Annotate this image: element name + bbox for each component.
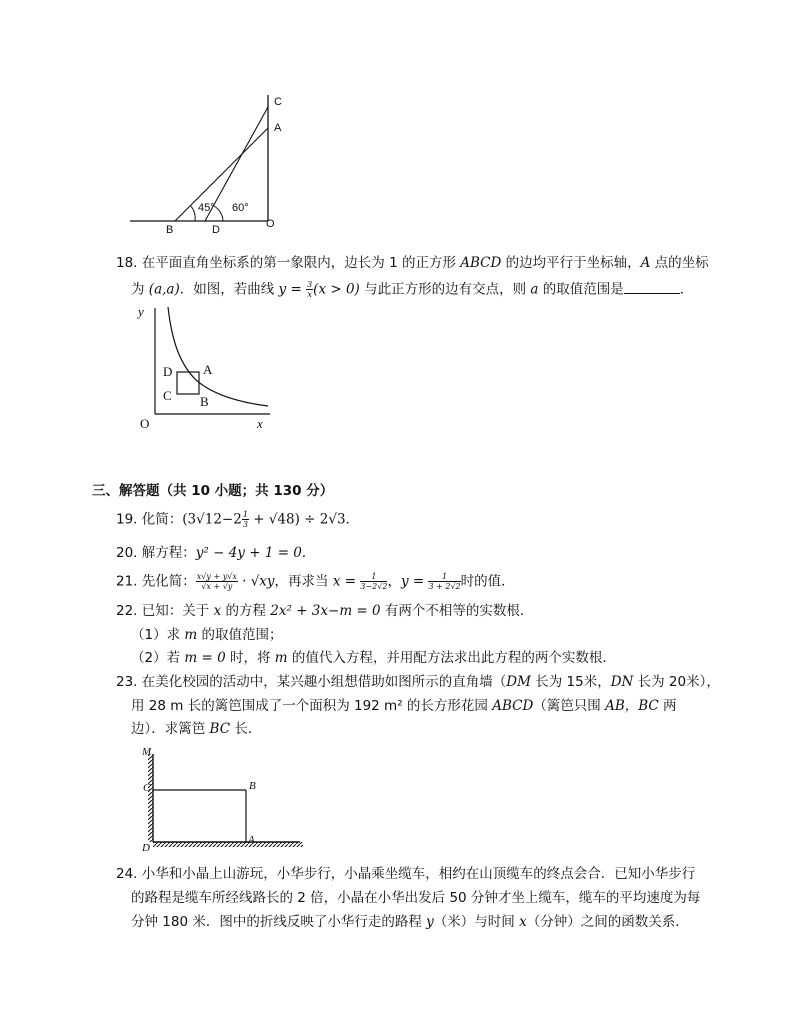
label-B: B: [249, 780, 256, 792]
q21-y-fraction: [428, 572, 460, 591]
q19-expr-b: + √48) ÷ 2√3: [248, 511, 346, 528]
q23-line1: [116, 673, 720, 691]
q23-bc: BC: [209, 721, 231, 737]
q19-number: 19.: [116, 511, 138, 528]
q21-sep: ，: [387, 573, 401, 590]
q22-x: x: [213, 603, 222, 619]
q18-eq: =: [286, 281, 307, 298]
q21-x-den: 3−2√2: [360, 582, 388, 591]
label-B: B: [166, 224, 174, 236]
label-D: D: [163, 364, 173, 379]
q21-x-num: 1: [360, 572, 387, 582]
q20-expr: y² − 4y + 1 = 0: [195, 545, 302, 561]
q24-number: 24.: [116, 866, 138, 882]
q22-sub2-m: m: [274, 650, 288, 666]
label-C: C: [163, 388, 172, 403]
q18-a-var: a: [530, 281, 539, 298]
q21-frac1-den: √x + √y: [201, 582, 233, 591]
q18-number: 18.: [116, 255, 138, 271]
wall-vertical-hatch: [148, 754, 153, 842]
q22-sub1-c: 的取值范围；: [197, 627, 283, 643]
q24-text-1: 小华和小晶上山游玩，小华步行，小晶乘坐缆车，相约在山顶缆车的终点会合．已知小华步行: [141, 866, 696, 882]
q24-text-2: 的路程是缆车所经线路长的 2 倍，小晶在小华出发后 50 分钟才坐上缆车，缆车的平均速度为每: [131, 890, 701, 906]
figure-q23-svg: [140, 748, 310, 856]
q18-text-1e: 点的坐标: [650, 255, 709, 271]
q19-frac-den: 3: [242, 520, 248, 529]
angle-arc-60: [214, 206, 223, 221]
q18-a: A: [640, 255, 651, 271]
q22-text-1a: 已知：关于: [141, 603, 214, 619]
q19-fraction: [242, 510, 249, 529]
q22-sub1: [131, 626, 283, 644]
q18-frac-num: 3: [307, 280, 313, 289]
q18-line2: [131, 280, 693, 299]
q21-frac1-num: x√y + y√x: [196, 572, 237, 581]
q23-text-1e: 长为 20米），: [633, 674, 720, 690]
label-A: A: [203, 362, 213, 377]
q22-sub2-c: 时，将: [225, 650, 275, 666]
figure-q23: [140, 748, 310, 856]
q21-x-fraction: [360, 572, 387, 591]
q24-x: x: [519, 914, 527, 930]
section-3-title: 三、解答题（共 10 小题；共 130 分）: [92, 483, 334, 499]
q18-text-1c: 的边均平行于坐标轴，: [501, 255, 641, 271]
q21-expr: · √xy: [237, 573, 275, 590]
q23-abcd: ABCD: [492, 698, 534, 714]
q20: [116, 544, 315, 562]
label-angle-60: 60°: [232, 202, 249, 214]
segment-BA: [175, 128, 268, 221]
q21-end: 时的值．: [460, 573, 515, 590]
q23-text-2c: （篱笆只围: [533, 698, 606, 714]
figure-q17: [120, 90, 300, 240]
q22-line1: [116, 602, 533, 620]
square-abcd: [177, 372, 199, 394]
q24-line2: [131, 889, 700, 907]
q18-line1: [116, 254, 709, 272]
label-D: D: [142, 842, 150, 854]
figure-q18: [130, 302, 280, 437]
label-A: A: [274, 122, 282, 134]
q18-y: y: [278, 281, 287, 298]
label-origin: O: [140, 416, 150, 431]
q23-dm: DM: [506, 674, 531, 690]
q18-text-1a: 在平面直角坐标系的第一象限内，边长为 1 的正方形: [141, 255, 461, 271]
q21: [116, 572, 515, 591]
q19-label: 化简：: [141, 511, 183, 528]
q22-number: 22.: [116, 603, 138, 619]
q24-line1: [116, 865, 695, 883]
label-A: A: [248, 834, 255, 846]
q21-x-eq: x =: [332, 573, 361, 590]
label-y-axis: y: [138, 304, 144, 319]
q20-number: 20.: [116, 545, 138, 561]
q18-text-2c: ．如图，若曲线: [179, 281, 279, 298]
q18-answer-blank[interactable]: [624, 281, 680, 294]
label-C: C: [143, 782, 151, 794]
q21-y-eq: y =: [400, 573, 429, 590]
q18-text-2a: 为: [131, 281, 149, 298]
wall-horizontal-hatch: [153, 842, 303, 847]
q18-frac-den: x: [307, 290, 312, 299]
hyperbola-curve: [168, 307, 268, 406]
q19: [116, 510, 359, 529]
label-C: C: [274, 96, 282, 108]
q20-label: 解方程：: [141, 545, 196, 561]
label-angle-45: 45°: [198, 202, 215, 214]
q23-text-3c: 长．: [230, 721, 262, 737]
q22-equation: 2x² + 3x−m = 0: [270, 603, 381, 619]
q18-text-2g: 与此正方形的边有交点，则: [359, 281, 531, 298]
q24-text-3a: 分钟 180 米．图中的折线反映了小华行走的路程: [131, 914, 427, 930]
label-O: O: [266, 218, 275, 230]
q23-line2: [131, 697, 677, 715]
q21-label: 先化简：: [141, 573, 196, 590]
q18-coord: (a,a): [148, 281, 180, 298]
q23-ab-bc: AB，BC: [605, 698, 659, 714]
q23-dn: DN: [610, 674, 634, 690]
label-D: D: [212, 224, 220, 236]
q23-line3: [131, 720, 261, 738]
label-B: B: [200, 394, 209, 409]
q22-sub2-e: 的值代入方程，并用配方法求出此方程的两个实数根．: [287, 650, 616, 666]
q23-text-3a: 边）．求篱笆: [131, 721, 210, 737]
angle-arc-45: [191, 206, 195, 221]
q22-text-1c: 的方程: [221, 603, 271, 619]
label-M: M: [142, 746, 152, 758]
q24-text-3c: （米）与时间: [433, 914, 520, 930]
q19-frac-num: 1: [242, 510, 248, 519]
q18-text-2i: 的取值范围是: [538, 281, 624, 298]
q18-text-2j: ．: [679, 281, 694, 298]
q24-text-3e: （分钟）之间的函数关系．: [526, 914, 689, 930]
q22-sub1-m: m: [184, 627, 198, 643]
q18-abcd: ABCD: [460, 255, 502, 271]
q21-number: 21.: [116, 573, 138, 590]
q22-sub1-a: （1）求: [131, 627, 185, 643]
q18-domain: (x > 0): [313, 281, 360, 298]
q21-y-den: 3 + 2√2: [428, 582, 461, 591]
q22-sub2-a: （2）若: [131, 650, 185, 666]
q22-sub2-m0: m = 0: [184, 650, 226, 666]
q21-y-num: 1: [428, 572, 460, 582]
q23-number: 23.: [116, 674, 138, 690]
label-x-axis: x: [257, 416, 263, 431]
q23-text-2e: 两: [658, 698, 677, 714]
q20-end: ．: [301, 545, 316, 561]
q19-expr-a: (3√12−2: [182, 511, 242, 528]
q23-text-1a: 在美化校园的活动中，某兴趣小组想借助如图所示的直角墙（: [141, 674, 507, 690]
q21-fraction: [196, 572, 238, 591]
q24-line3: [131, 913, 689, 931]
q21-mid: ，再求当: [274, 573, 333, 590]
q19-end: ．: [345, 511, 360, 528]
q22-text-1e: 有两个不相等的实数根．: [380, 603, 534, 619]
q22-sub2: [131, 649, 616, 667]
q23-text-1c: 长为 15米，: [530, 674, 611, 690]
q24-y: y: [426, 914, 434, 930]
q23-text-2a: 用 28 m 长的篱笆围成了一个面积为 192 m² 的长方形花园: [131, 698, 493, 714]
